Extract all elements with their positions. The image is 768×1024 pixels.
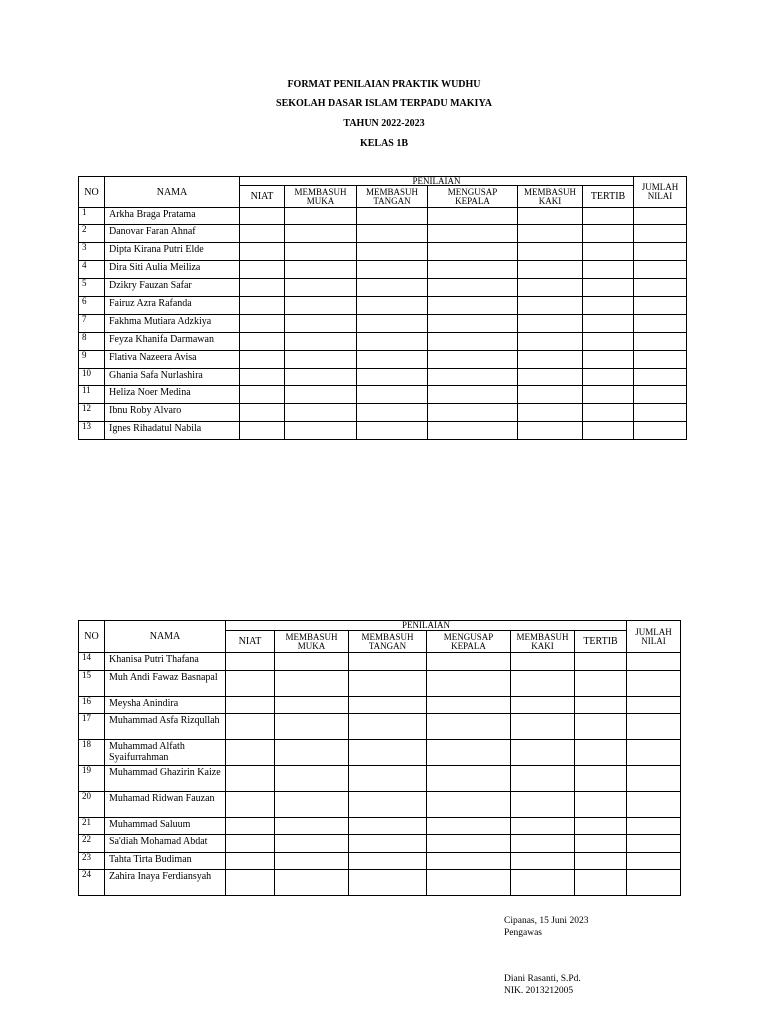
header-membasuh-tangan: MEMBASUH TANGAN — [349, 631, 427, 653]
grading-table-2 — [78, 620, 681, 896]
table-row — [79, 697, 681, 714]
score-cell — [583, 315, 634, 333]
score-cell — [511, 714, 575, 740]
header-jumlah-nilai: JUMLAH NILAI — [634, 177, 687, 208]
score-cell — [240, 208, 285, 225]
score-cell — [427, 766, 511, 792]
score-cell — [634, 333, 687, 351]
score-cell — [357, 315, 428, 333]
score-cell — [634, 261, 687, 279]
table-row — [79, 653, 681, 671]
score-cell — [583, 386, 634, 404]
row-number: 16 — [79, 697, 105, 714]
header-mengusap-kepala: MENGUSAP KEPALA — [427, 631, 511, 653]
student-name: Zahira Inaya Ferdiansyah — [105, 870, 226, 896]
score-cell — [634, 225, 687, 243]
student-name: Muhammad Saluum — [105, 818, 226, 835]
score-cell — [511, 853, 575, 870]
student-name: Sa'diah Mohamad Abdat — [105, 835, 226, 853]
score-cell — [226, 766, 275, 792]
header-tertib: TERTIB — [583, 186, 634, 208]
score-cell — [634, 208, 687, 225]
score-cell — [226, 792, 275, 818]
score-cell — [627, 792, 681, 818]
score-cell — [583, 243, 634, 261]
score-cell — [518, 315, 583, 333]
score-cell — [427, 671, 511, 697]
student-name: Muhammad Ghazirin Kaize — [105, 766, 226, 792]
score-cell — [583, 404, 634, 422]
score-cell — [518, 279, 583, 297]
grading-table-1 — [78, 176, 687, 440]
score-cell — [428, 315, 518, 333]
score-cell — [240, 243, 285, 261]
score-cell — [511, 818, 575, 835]
score-cell — [240, 261, 285, 279]
student-name: Heliza Noer Medina — [105, 386, 240, 404]
table-row — [79, 792, 681, 818]
row-number: 18 — [79, 740, 105, 766]
score-cell — [518, 404, 583, 422]
student-name: Muhammad Alfath Syaifurrahman — [105, 740, 226, 766]
header-no: NO — [79, 177, 105, 208]
student-name: Tahta Tirta Budiman — [105, 853, 226, 870]
score-cell — [349, 653, 427, 671]
score-cell — [511, 740, 575, 766]
score-cell — [240, 369, 285, 386]
table-row — [79, 422, 687, 440]
score-cell — [511, 671, 575, 697]
student-name: Muhamad Ridwan Fauzan — [105, 792, 226, 818]
header-niat: NIAT — [226, 631, 275, 653]
table-row — [79, 243, 687, 261]
score-cell — [349, 870, 427, 896]
score-cell — [349, 714, 427, 740]
score-cell — [285, 333, 357, 351]
student-name: Flativa Nazeera Avisa — [105, 351, 240, 369]
header-penilaian: PENILAIAN — [240, 177, 634, 186]
score-cell — [575, 818, 627, 835]
row-number: 8 — [79, 333, 105, 351]
row-number: 5 — [79, 279, 105, 297]
header-no: NO — [79, 621, 105, 653]
table-row — [79, 351, 687, 369]
score-cell — [634, 351, 687, 369]
score-cell — [275, 870, 349, 896]
score-cell — [285, 386, 357, 404]
score-cell — [575, 835, 627, 853]
score-cell — [240, 315, 285, 333]
score-cell — [349, 671, 427, 697]
score-cell — [357, 297, 428, 315]
score-cell — [575, 697, 627, 714]
row-number: 13 — [79, 422, 105, 440]
score-cell — [285, 225, 357, 243]
score-cell — [275, 671, 349, 697]
signature-place-date: Cipanas, 15 Juni 2023 — [504, 916, 589, 926]
score-cell — [583, 333, 634, 351]
score-cell — [634, 315, 687, 333]
score-cell — [518, 225, 583, 243]
table-row — [79, 740, 681, 766]
student-name: Feyza Khanifa Darmawan — [105, 333, 240, 351]
score-cell — [427, 835, 511, 853]
table-row — [79, 297, 687, 315]
score-cell — [427, 870, 511, 896]
header-membasuh-muka: MEMBASUH MUKA — [275, 631, 349, 653]
row-number: 4 — [79, 261, 105, 279]
score-cell — [428, 369, 518, 386]
score-cell — [275, 818, 349, 835]
score-cell — [349, 697, 427, 714]
score-cell — [575, 671, 627, 697]
score-cell — [583, 225, 634, 243]
table-row — [79, 279, 687, 297]
score-cell — [627, 835, 681, 853]
score-cell — [627, 870, 681, 896]
row-number: 1 — [79, 208, 105, 225]
score-cell — [427, 697, 511, 714]
student-name: Dira Siti Aulia Meiliza — [105, 261, 240, 279]
row-number: 23 — [79, 853, 105, 870]
header-jumlah-nilai: JUMLAH NILAI — [627, 621, 681, 653]
score-cell — [226, 714, 275, 740]
score-cell — [357, 208, 428, 225]
score-cell — [583, 279, 634, 297]
score-cell — [427, 714, 511, 740]
score-cell — [575, 792, 627, 818]
score-cell — [240, 297, 285, 315]
score-cell — [634, 422, 687, 440]
score-cell — [275, 697, 349, 714]
score-cell — [226, 853, 275, 870]
score-cell — [575, 766, 627, 792]
school-year: TAHUN 2022-2023 — [343, 118, 425, 129]
score-cell — [427, 853, 511, 870]
score-cell — [511, 870, 575, 896]
table-row — [79, 333, 687, 351]
row-number: 19 — [79, 766, 105, 792]
score-cell — [428, 261, 518, 279]
score-cell — [575, 714, 627, 740]
score-cell — [285, 404, 357, 422]
score-cell — [285, 243, 357, 261]
header-tertib: TERTIB — [575, 631, 627, 653]
score-cell — [575, 740, 627, 766]
score-cell — [634, 369, 687, 386]
student-name: Muhammad Asfa Rizqullah — [105, 714, 226, 740]
score-cell — [511, 653, 575, 671]
score-cell — [285, 297, 357, 315]
score-cell — [275, 653, 349, 671]
score-cell — [226, 835, 275, 853]
score-cell — [240, 404, 285, 422]
score-cell — [349, 853, 427, 870]
student-name: Meysha Anindira — [105, 697, 226, 714]
score-cell — [226, 870, 275, 896]
score-cell — [285, 351, 357, 369]
student-name: Ibnu Roby Alvaro — [105, 404, 240, 422]
signature-name: Diani Rasanti, S.Pd. — [504, 974, 581, 984]
class-name: KELAS 1B — [359, 138, 409, 149]
student-name: Arkha Braga Pratama — [105, 208, 240, 225]
row-number: 7 — [79, 315, 105, 333]
score-cell — [357, 243, 428, 261]
score-cell — [627, 697, 681, 714]
score-cell — [634, 279, 687, 297]
score-cell — [627, 853, 681, 870]
student-name: Muh Andi Fawaz Basnapal — [105, 671, 226, 697]
score-cell — [275, 766, 349, 792]
row-number: 10 — [79, 369, 105, 386]
score-cell — [627, 714, 681, 740]
student-name: Ignes Rihadatul Nabila — [105, 422, 240, 440]
header-membasuh-kaki: MEMBASUH KAKI — [518, 186, 583, 208]
signature-nik: NIK. 2013212005 — [504, 986, 574, 996]
score-cell — [428, 208, 518, 225]
score-cell — [627, 740, 681, 766]
table-row — [79, 225, 687, 243]
score-cell — [518, 243, 583, 261]
table-row — [79, 835, 681, 853]
table-row — [79, 766, 681, 792]
row-number: 17 — [79, 714, 105, 740]
score-cell — [518, 422, 583, 440]
score-cell — [349, 818, 427, 835]
score-cell — [357, 351, 428, 369]
score-cell — [226, 818, 275, 835]
table-row — [79, 208, 687, 225]
score-cell — [634, 243, 687, 261]
row-number: 11 — [79, 386, 105, 404]
score-cell — [518, 369, 583, 386]
student-name: Dipta Kirana Putri Elde — [105, 243, 240, 261]
score-cell — [275, 853, 349, 870]
header-membasuh-tangan: MEMBASUH TANGAN — [357, 186, 428, 208]
header-niat: NIAT — [240, 186, 285, 208]
table-row — [79, 870, 681, 896]
student-name: Fairuz Azra Rafanda — [105, 297, 240, 315]
score-cell — [428, 333, 518, 351]
score-cell — [428, 404, 518, 422]
score-cell — [428, 386, 518, 404]
score-cell — [240, 225, 285, 243]
score-cell — [285, 369, 357, 386]
score-cell — [427, 792, 511, 818]
score-cell — [427, 818, 511, 835]
row-number: 3 — [79, 243, 105, 261]
score-cell — [240, 351, 285, 369]
signature-role: Pengawas — [504, 928, 542, 938]
score-cell — [583, 261, 634, 279]
table-row — [79, 853, 681, 870]
score-cell — [575, 653, 627, 671]
score-cell — [518, 386, 583, 404]
student-name: Ghania Safa Nurlashira — [105, 369, 240, 386]
score-cell — [357, 386, 428, 404]
score-cell — [428, 422, 518, 440]
table-row — [79, 261, 687, 279]
score-cell — [583, 422, 634, 440]
score-cell — [349, 835, 427, 853]
score-cell — [240, 279, 285, 297]
score-cell — [357, 279, 428, 297]
score-cell — [226, 653, 275, 671]
score-cell — [518, 208, 583, 225]
score-cell — [285, 261, 357, 279]
row-number: 6 — [79, 297, 105, 315]
row-number: 20 — [79, 792, 105, 818]
score-cell — [518, 333, 583, 351]
score-cell — [583, 208, 634, 225]
row-number: 12 — [79, 404, 105, 422]
score-cell — [583, 351, 634, 369]
score-cell — [518, 297, 583, 315]
score-cell — [275, 792, 349, 818]
table-row — [79, 818, 681, 835]
student-name: Danovar Faran Ahnaf — [105, 225, 240, 243]
score-cell — [634, 297, 687, 315]
header-nama: NAMA — [105, 177, 240, 208]
score-cell — [627, 671, 681, 697]
school-name: SEKOLAH DASAR ISLAM TERPADU MAKIYA — [276, 98, 492, 109]
score-cell — [357, 333, 428, 351]
row-number: 22 — [79, 835, 105, 853]
score-cell — [285, 279, 357, 297]
header-mengusap-kepala: MENGUSAP KEPALA — [428, 186, 518, 208]
score-cell — [511, 697, 575, 714]
table-row — [79, 404, 687, 422]
table-row — [79, 671, 681, 697]
score-cell — [511, 766, 575, 792]
score-cell — [357, 404, 428, 422]
row-number: 15 — [79, 671, 105, 697]
header-penilaian: PENILAIAN — [226, 621, 627, 631]
score-cell — [357, 422, 428, 440]
score-cell — [226, 697, 275, 714]
row-number: 24 — [79, 870, 105, 896]
header-membasuh-kaki: MEMBASUH KAKI — [511, 631, 575, 653]
score-cell — [349, 792, 427, 818]
row-number: 9 — [79, 351, 105, 369]
score-cell — [511, 835, 575, 853]
score-cell — [428, 279, 518, 297]
score-cell — [240, 333, 285, 351]
score-cell — [627, 653, 681, 671]
score-cell — [428, 351, 518, 369]
score-cell — [275, 835, 349, 853]
score-cell — [511, 792, 575, 818]
table-row — [79, 386, 687, 404]
score-cell — [583, 297, 634, 315]
table-row — [79, 369, 687, 386]
score-cell — [285, 208, 357, 225]
score-cell — [518, 351, 583, 369]
score-cell — [275, 714, 349, 740]
score-cell — [634, 404, 687, 422]
score-cell — [285, 422, 357, 440]
row-number: 14 — [79, 653, 105, 671]
score-cell — [427, 740, 511, 766]
score-cell — [349, 740, 427, 766]
score-cell — [518, 261, 583, 279]
table-row — [79, 315, 687, 333]
score-cell — [357, 261, 428, 279]
score-cell — [575, 870, 627, 896]
score-cell — [240, 386, 285, 404]
score-cell — [428, 243, 518, 261]
header-nama: NAMA — [105, 621, 226, 653]
score-cell — [240, 422, 285, 440]
score-cell — [634, 386, 687, 404]
score-cell — [285, 315, 357, 333]
row-number: 21 — [79, 818, 105, 835]
table-row — [79, 714, 681, 740]
score-cell — [428, 225, 518, 243]
score-cell — [357, 225, 428, 243]
student-name: Khanisa Putri Thafana — [105, 653, 226, 671]
score-cell — [349, 766, 427, 792]
score-cell — [357, 369, 428, 386]
score-cell — [627, 818, 681, 835]
document-title: FORMAT PENILAIAN PRAKTIK WUDHU — [287, 79, 481, 90]
student-name: Dzikry Fauzan Safar — [105, 279, 240, 297]
student-name: Fakhma Mutiara Adzkiya — [105, 315, 240, 333]
score-cell — [627, 766, 681, 792]
score-cell — [275, 740, 349, 766]
score-cell — [226, 740, 275, 766]
score-cell — [428, 297, 518, 315]
header-membasuh-muka: MEMBASUH MUKA — [285, 186, 357, 208]
score-cell — [575, 853, 627, 870]
score-cell — [226, 671, 275, 697]
row-number: 2 — [79, 225, 105, 243]
score-cell — [427, 653, 511, 671]
score-cell — [583, 369, 634, 386]
